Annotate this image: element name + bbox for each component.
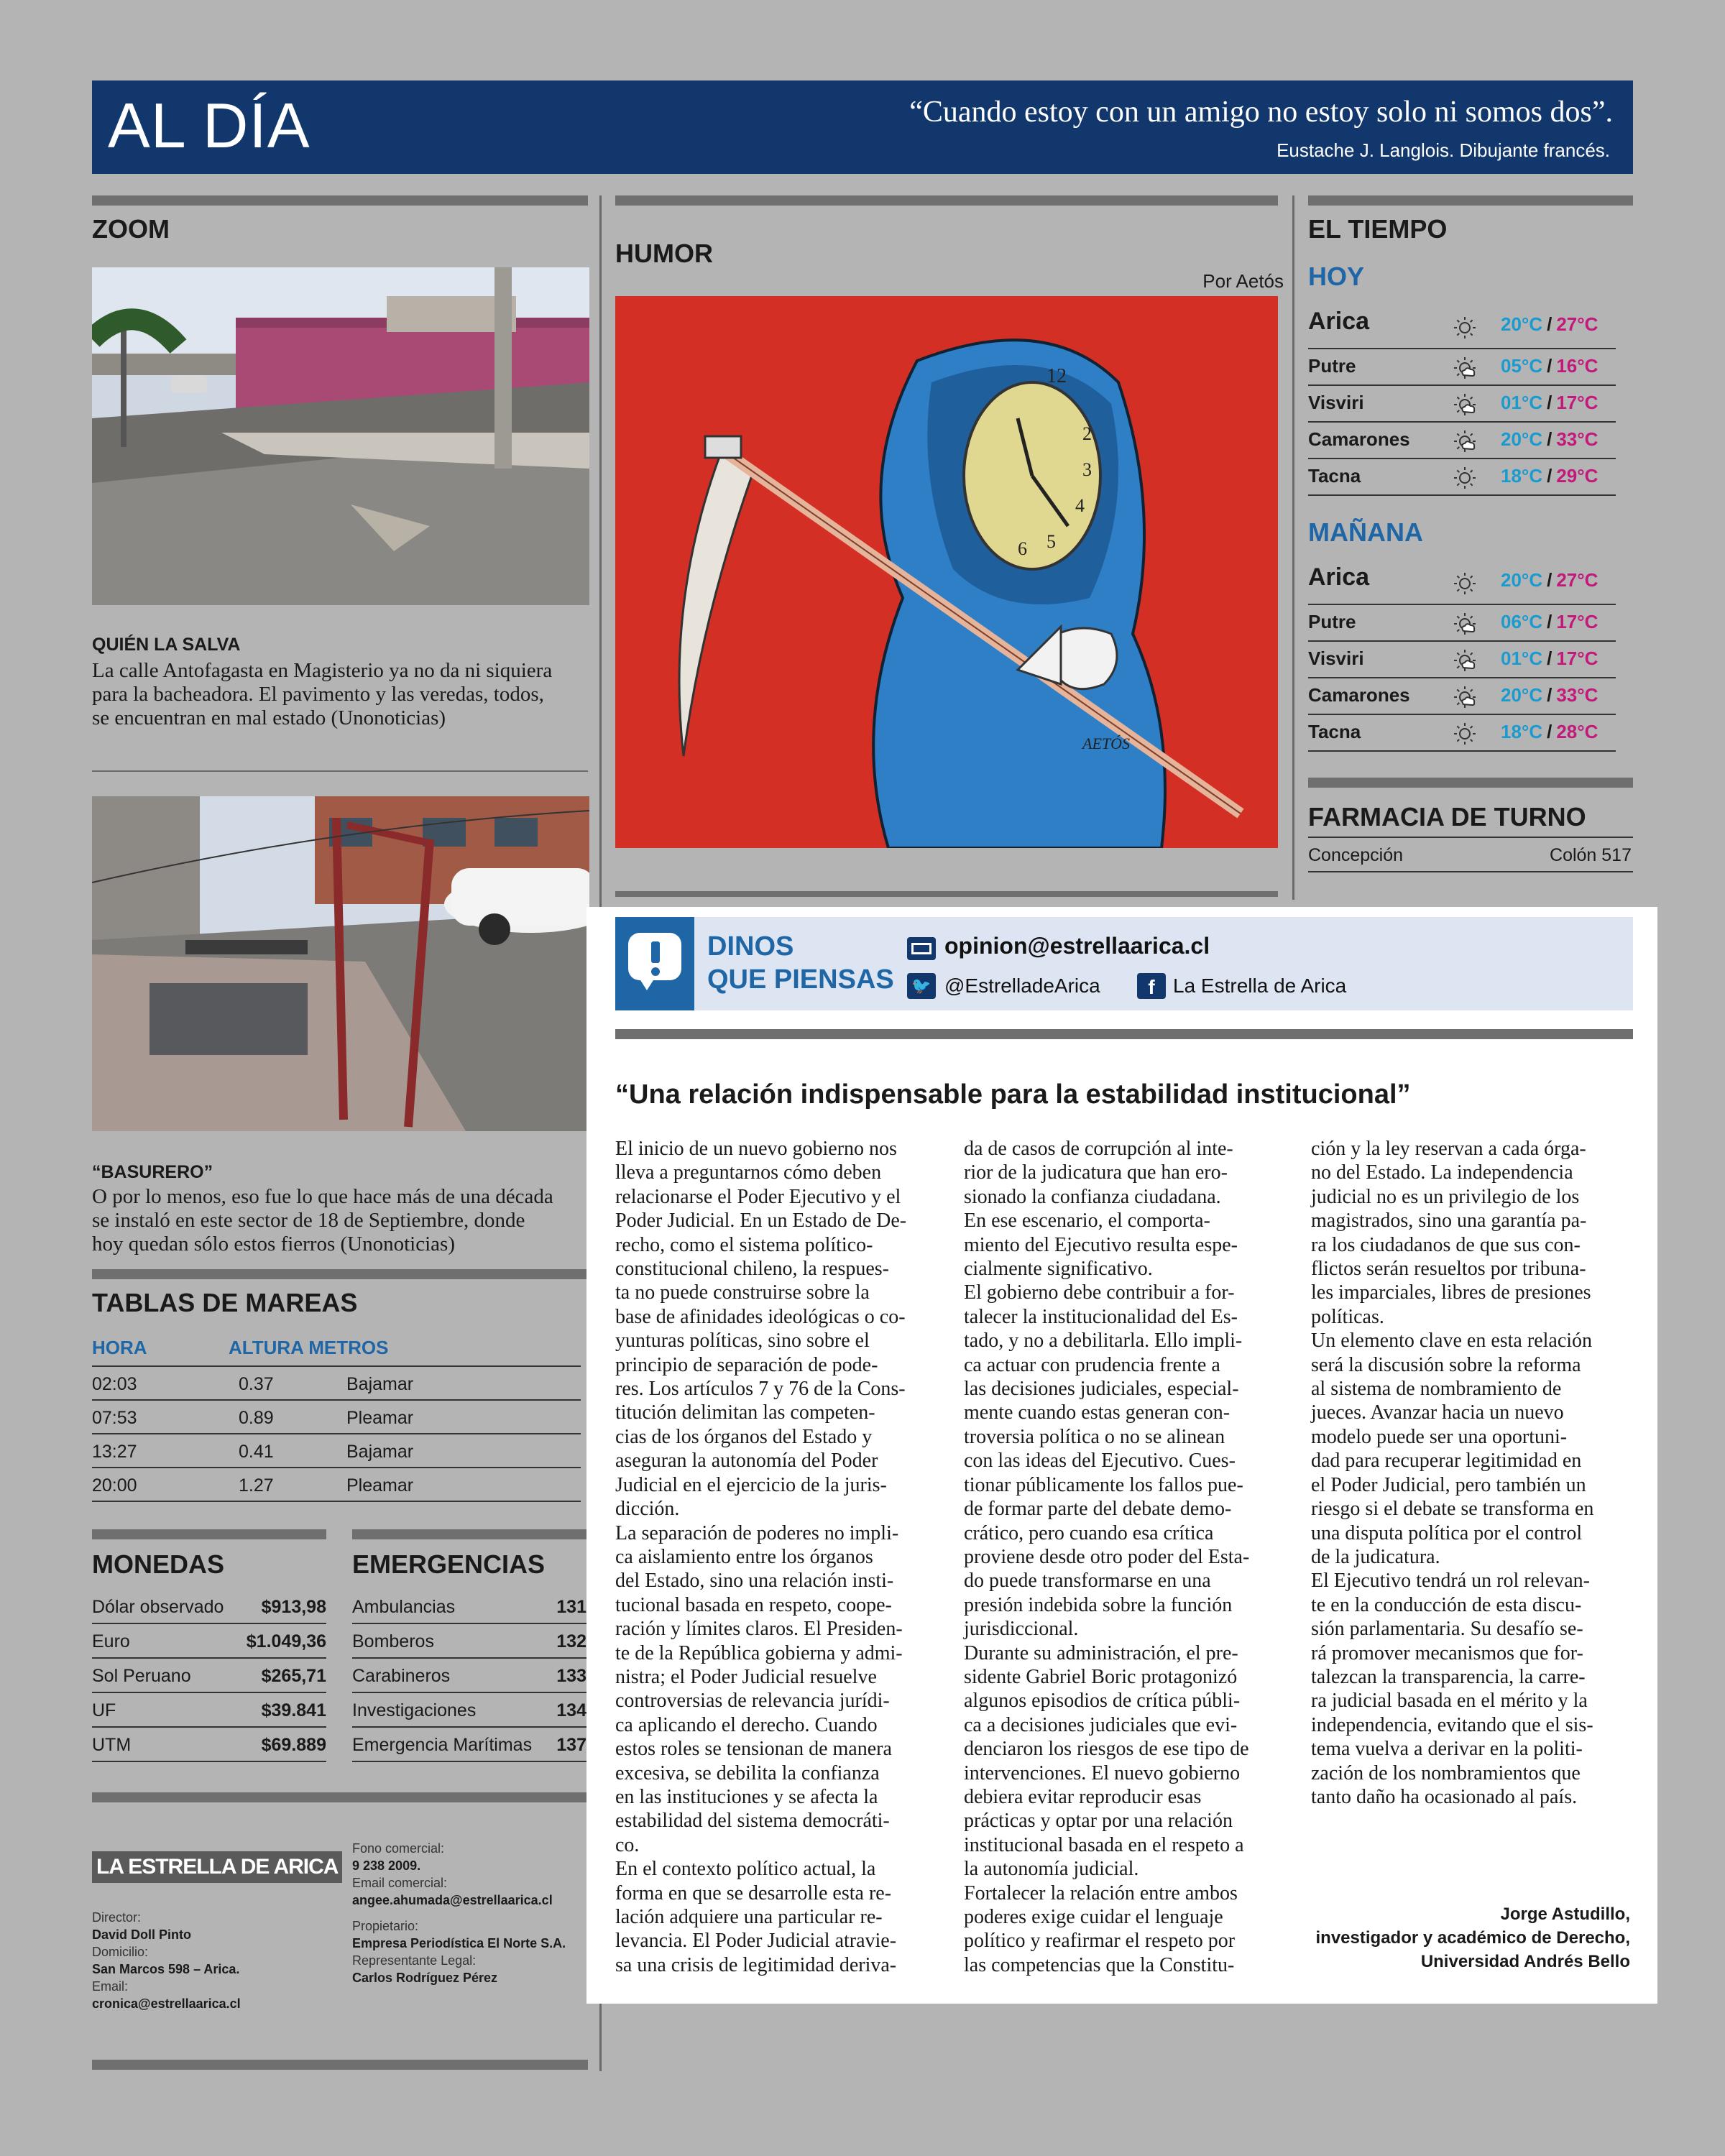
tide-row [92, 1367, 581, 1401]
temperature [1501, 611, 1598, 633]
cartoon-signature: AETÓS [1082, 734, 1130, 752]
weather-row [1308, 386, 1616, 423]
temp-min: 05°C [1501, 355, 1543, 377]
section-rule [615, 195, 1278, 206]
temperature [1501, 569, 1598, 591]
section-rule [615, 1029, 1633, 1039]
farmacia-name: Concepción [1308, 845, 1404, 865]
emergency-row [352, 1659, 586, 1693]
zoom-photo-street [92, 267, 589, 605]
currency-row-value: $39.841 [261, 1700, 326, 1720]
city-name: Tacna [1308, 721, 1361, 742]
section-title: AL DÍA [108, 90, 310, 161]
city-name: Putre [1308, 355, 1356, 377]
city-name: Tacna [1308, 465, 1361, 487]
temp-separator: / [1547, 355, 1552, 377]
temp-separator: / [1547, 392, 1552, 413]
temp-min: 18°C [1501, 721, 1543, 742]
section-rule [1308, 195, 1633, 206]
svg-text:2: 2 [1082, 423, 1092, 444]
tide-row [92, 1468, 581, 1502]
weather-row [1308, 305, 1616, 349]
opinion-title [707, 930, 894, 996]
temp-min: 18°C [1501, 465, 1543, 487]
temp-min: 20°C [1501, 313, 1543, 335]
emergencias-table [352, 1590, 586, 1769]
temp-max: 17°C [1556, 648, 1598, 669]
opinion-facebook[interactable]: La Estrella de Arica [1173, 975, 1347, 997]
label: Email: [92, 1979, 129, 1994]
facebook-icon: f [1137, 973, 1166, 999]
partly-cloudy-icon [1452, 611, 1478, 637]
temperature [1501, 465, 1598, 487]
currency-row [92, 1624, 326, 1659]
opinion-title-line2: QUE PIENSAS [707, 964, 894, 995]
tide-time: 13:27 [92, 1442, 137, 1462]
opinion-title-line1: DINOS [707, 931, 794, 962]
opinion-article [586, 907, 1657, 2004]
currency-row-label: Dólar observado [92, 1597, 224, 1617]
label: Representante Legal: [352, 1953, 477, 1968]
weather-today-label: HOY [1308, 262, 1365, 291]
emergency-row [352, 1693, 586, 1728]
tide-row [92, 1401, 581, 1434]
farmacia-address: Colón 517 [1550, 845, 1632, 865]
temp-min: 01°C [1501, 648, 1543, 669]
caption-head: “BASURERO” [92, 1162, 213, 1182]
weather-row [1308, 642, 1616, 678]
emergency-row [352, 1624, 586, 1659]
value: Empresa Periodística El Norte S.A. [352, 1936, 566, 1950]
article-column-1: El inicio de un nuevo gobierno nos lleva a preguntarnos cómo deben relacionarse el Poder Ejecutivo y el Poder Judicial. En un Estado de De- recho, como el sistema político- constitucional chileno, la respues- ta no puede construirse sobre la base de afinidades ideológicas o co- yunturas políticas, sino sobre el principio de separación de pode- res. Los artículos 7 y 76 de la Cons- titución delimitan las competen- cias de los órganos del Estado y aseguran la autonomía del Poder Judicial en el ejercicio de la juris- dicción. La separación de poderes no impli- ca aislamiento entre los órganos del Estado, sino una relación insti- tucional basada en respeto, coope- ración y límites claros. El Presiden- te de la República gobierna y admi- nistra; el Poder Judicial resuelve controversias de relevancia jurídi- ca aplicando el derecho. Cuando estos roles se tensionan de manera excesiva, se debilita la confianza en las instituciones y se afecta la estabilidad del sistema democráti- co. En el contexto político actual, la forma en que se desarrolle esta re- lación adquiere una particular re- levancia. El Poder Judicial atravie- sa una crisis de legitimidad deriva- [615, 1138, 907, 1976]
temp-min: 20°C [1501, 684, 1543, 706]
article-headline: “Una relación indispensable para la estabilidad institucional” [615, 1079, 1411, 1110]
weather-row [1308, 423, 1616, 459]
tide-type: Bajamar [346, 1442, 414, 1462]
tide-height: 1.27 [239, 1475, 274, 1496]
temp-separator: / [1547, 721, 1552, 742]
emergency-row [352, 1728, 586, 1762]
col-header-hora: HORA [92, 1337, 147, 1358]
column-divider [1292, 195, 1294, 900]
opinion-contact-bar [615, 917, 1633, 1010]
temp-min: 20°C [1501, 569, 1543, 591]
currency-row [92, 1659, 326, 1693]
temp-separator: / [1547, 465, 1552, 487]
temp-max: 27°C [1556, 313, 1598, 335]
emergency-row-value: 134 [556, 1700, 586, 1720]
emergency-row-value: 133 [556, 1666, 586, 1686]
tides-title: TABLAS DE MAREAS [92, 1288, 358, 1317]
section-rule [352, 1529, 586, 1539]
currency-row [92, 1590, 326, 1624]
masthead-left [92, 1909, 329, 2012]
caption-text: La calle Antofagasta en Magisterio ya no da ni siquiera para la bacheadora. El pavimento y las veredas, todos, se encuentran en mal estado (Unonoticias) [92, 659, 553, 729]
opinion-twitter[interactable]: @EstrelladeArica [944, 975, 1100, 997]
partly-cloudy-icon [1452, 428, 1478, 454]
weather-row [1308, 678, 1616, 715]
temp-separator: / [1547, 569, 1552, 591]
tide-height: 0.41 [239, 1442, 274, 1462]
city-name: Camarones [1308, 428, 1410, 450]
sun-icon [1452, 315, 1478, 341]
city-name: Arica [1308, 563, 1370, 591]
monedas-title: MONEDAS [92, 1549, 225, 1579]
section-rule [1308, 778, 1633, 788]
emergency-row [352, 1590, 586, 1624]
label: Email comercial: [352, 1876, 448, 1890]
svg-text:4: 4 [1075, 495, 1085, 516]
partly-cloudy-icon [1452, 392, 1478, 418]
section-rule [92, 1529, 326, 1539]
tide-type: Bajamar [346, 1374, 414, 1394]
temp-separator: / [1547, 428, 1552, 450]
alert-icon [615, 917, 694, 1010]
emergency-row-value: 132 [556, 1631, 586, 1651]
emergency-row-value: 131 [556, 1597, 586, 1617]
weather-row [1308, 459, 1616, 496]
temperature [1501, 684, 1598, 706]
cartoon-credit: Por Aetós [1202, 270, 1284, 292]
twitter-icon: 🐦 [907, 973, 936, 999]
humor-cartoon [615, 296, 1278, 848]
header-banner [92, 80, 1633, 174]
temp-max: 33°C [1556, 428, 1598, 450]
sun-icon [1452, 721, 1478, 747]
svg-text:6: 6 [1018, 538, 1027, 559]
newspaper-logo [92, 1851, 342, 1883]
tide-time: 20:00 [92, 1475, 137, 1496]
value: Carlos Rodríguez Pérez [352, 1971, 498, 1985]
temp-min: 01°C [1501, 392, 1543, 413]
section-rule [92, 2060, 588, 2070]
city-name: Putre [1308, 611, 1356, 632]
section-rule [615, 891, 1278, 897]
temperature [1501, 428, 1598, 451]
tide-time: 07:53 [92, 1408, 137, 1428]
emergency-row-label: Emergencia Marítimas [352, 1735, 533, 1755]
label: Domicilio: [92, 1945, 149, 1959]
partly-cloudy-icon [1452, 648, 1478, 673]
tide-type: Pleamar [346, 1408, 414, 1428]
sun-icon [1452, 465, 1478, 491]
label: Fono comercial: [352, 1841, 445, 1856]
weather-row [1308, 561, 1616, 605]
weather-tomorrow-table [1308, 561, 1616, 755]
section-rule [92, 1792, 588, 1802]
temp-max: 33°C [1556, 684, 1598, 706]
author-role: investigador y académico de Derecho, [1315, 1928, 1630, 1948]
value: David Doll Pinto [92, 1927, 192, 1942]
zoom-title: ZOOM [92, 214, 170, 244]
city-name: Visviri [1308, 392, 1364, 413]
temp-min: 20°C [1501, 428, 1543, 450]
temp-separator: / [1547, 648, 1552, 669]
temp-max: 27°C [1556, 569, 1598, 591]
currency-row-label: UF [92, 1700, 116, 1720]
temperature [1501, 313, 1598, 336]
currency-row-value: $69.889 [261, 1735, 326, 1755]
article-column-3: ción y la ley reservan a cada órga- no del Estado. La independencia judicial no es un privilegio de los magistrados, sino una garantía pa- ra los ciudadanos de que sus con- flictos serán resueltos por tribuna- les imparciales, libres de presiones políticas. Un elemento clave en esta relación será la discusión sobre la reforma al sistema de nombramiento de jueces. Avanzar hacia un nuevo modelo puede ser una oportuni- dad para recuperar legitimidad en el Poder Judicial, pero también un riesgo si el debate se transforma en una disputa política por el control de la judicatura. El Ejecutivo tendrá un rol relevan- te en la conducción de esta discu- sión parlamentaria. Su desafío se- rá promover mecanismos que for- talezcan la transparencia, la carre- ra judicial basada en el mérito y la independencia, evitando que el sis- tema vuelva a derivar en la politi- zación de los nombramientos que tanto daño ha ocasionado al país. [1311, 1138, 1594, 1808]
weather-today-table [1308, 305, 1616, 499]
city-name: Visviri [1308, 648, 1364, 669]
quote-author: Eustache J. Langlois. Dibujante francés. [1276, 139, 1610, 161]
caption-text: O por lo menos, eso fue lo que hace más de una década se instaló en este sector de 18 de Septiembre, donde hoy quedan sólo estos fierros (Unonoticias) [92, 1185, 553, 1256]
weather-row [1308, 349, 1616, 386]
emergency-row-value: 137 [556, 1735, 586, 1755]
weather-tomorrow-label: MAÑANA [1308, 517, 1423, 547]
currency-row-label: UTM [92, 1735, 132, 1755]
col-header-altura: ALTURA METROS [229, 1337, 389, 1358]
farmacia-title: FARMACIA DE TURNO [1308, 802, 1586, 831]
weather-row [1308, 605, 1616, 642]
currency-row [92, 1728, 326, 1762]
label: Director: [92, 1910, 142, 1925]
temp-separator: / [1547, 313, 1552, 335]
masthead-right [352, 1840, 589, 1986]
author-name: Jorge Astudillo, [1500, 1904, 1630, 1924]
label: Propietario: [352, 1919, 419, 1933]
temp-min: 06°C [1501, 611, 1543, 632]
value: angee.ahumada@estrellaarica.cl [352, 1893, 553, 1907]
logo-text: ARICA [273, 1855, 339, 1879]
currency-row-value: $913,98 [261, 1597, 326, 1617]
header-quote: “Cuando estoy con un amigo no estoy solo ni somos dos”. [909, 96, 1613, 129]
tide-type: Pleamar [346, 1475, 414, 1496]
humor-title: HUMOR [615, 239, 713, 268]
section-rule [92, 195, 588, 206]
article-column-2: da de casos de corrupción al inte- rior de la judicatura que han ero- sionado la confianza ciudadana. En ese escenario, el comporta- miento del Ejecutivo resulta espe- cialmente significativo. El gobierno debe contribuir a for- talecer la institucionalidad del Es- tado, y no a debilitarla. Ello impli- ca actuar con prudencia frente a las decisiones judiciales, especial- mente cuando estas generan con- troversia política o no se alinean con las ideas del Ejecutivo. Cues- tionar públicamente los fallos pue- de formar parte del debate demo- crático, pero cuando esa crítica proviene desde otro poder del Esta- do puede transformarse en una presión indebida sobre la función jurisdiccional. Durante su administración, el pre- sidente Gabriel Boric protagonizó algunos episodios de crítica públi- ca a decisiones judiciales que evi- denciaron los riesgos de ese tipo de intervenciones. El nuevo gobierno debiera evitar reproducir esas prácticas y optar por una relación institucional basada en el respeto a la autonomía judicial. Fortalecer la relación entre ambos poderes exige cuidar el lenguaje político y reafirmar el respeto por las competencias que la Constitu- [964, 1138, 1250, 1976]
svg-text:12: 12 [1046, 365, 1067, 387]
partly-cloudy-icon [1452, 355, 1478, 381]
currency-row-label: Euro [92, 1631, 130, 1651]
temperature [1501, 721, 1598, 743]
tides-table [92, 1334, 581, 1506]
emergency-row-label: Carabineros [352, 1666, 451, 1686]
tide-height: 0.89 [239, 1408, 274, 1428]
temp-max: 28°C [1556, 721, 1598, 742]
svg-text:3: 3 [1082, 459, 1092, 480]
temperature [1501, 392, 1598, 414]
tide-row [92, 1434, 581, 1468]
svg-text:5: 5 [1046, 531, 1056, 552]
author-institution: Universidad Andrés Bello [1420, 1952, 1630, 1971]
temp-separator: / [1547, 611, 1552, 632]
currency-row-value: $1.049,36 [246, 1631, 326, 1651]
monedas-table [92, 1590, 326, 1769]
tides-rows [92, 1367, 581, 1503]
tide-height: 0.37 [239, 1374, 274, 1394]
logo-text: LA ESTRELLA DE [96, 1855, 270, 1879]
value: 9 238 2009. [352, 1858, 421, 1873]
section-rule [92, 1269, 588, 1279]
emergency-row-label: Investigaciones [352, 1700, 477, 1720]
value: cronica@estrellaarica.cl [92, 1996, 241, 2011]
tide-time: 02:03 [92, 1374, 137, 1394]
divider [1308, 871, 1633, 872]
weather-title: EL TIEMPO [1308, 214, 1448, 244]
value: San Marcos 598 – Arica. [92, 1962, 240, 1976]
article-signature [1316, 1902, 1631, 1973]
divider [1308, 837, 1633, 838]
weather-row [1308, 715, 1616, 752]
sun-icon [1452, 571, 1478, 596]
temp-separator: / [1547, 684, 1552, 706]
divider [92, 770, 588, 772]
currency-row-label: Sol Peruano [92, 1666, 191, 1686]
opinion-email[interactable]: opinion@estrellaarica.cl [944, 933, 1210, 959]
temp-max: 17°C [1556, 392, 1598, 413]
temp-max: 16°C [1556, 355, 1598, 377]
currency-row-value: $265,71 [261, 1666, 326, 1686]
email-icon [907, 937, 936, 960]
temperature [1501, 648, 1598, 670]
temp-max: 29°C [1556, 465, 1598, 487]
emergency-row-label: Ambulancias [352, 1597, 456, 1617]
city-name: Camarones [1308, 684, 1410, 706]
caption-head: QUIÉN LA SALVA [92, 635, 241, 655]
temperature [1501, 355, 1598, 377]
zoom-photo-poles [92, 796, 589, 1131]
currency-row [92, 1693, 326, 1728]
emergency-row-label: Bomberos [352, 1631, 434, 1651]
temp-max: 17°C [1556, 611, 1598, 632]
emergencias-title: EMERGENCIAS [352, 1549, 546, 1579]
partly-cloudy-icon [1452, 684, 1478, 710]
city-name: Arica [1308, 308, 1370, 335]
